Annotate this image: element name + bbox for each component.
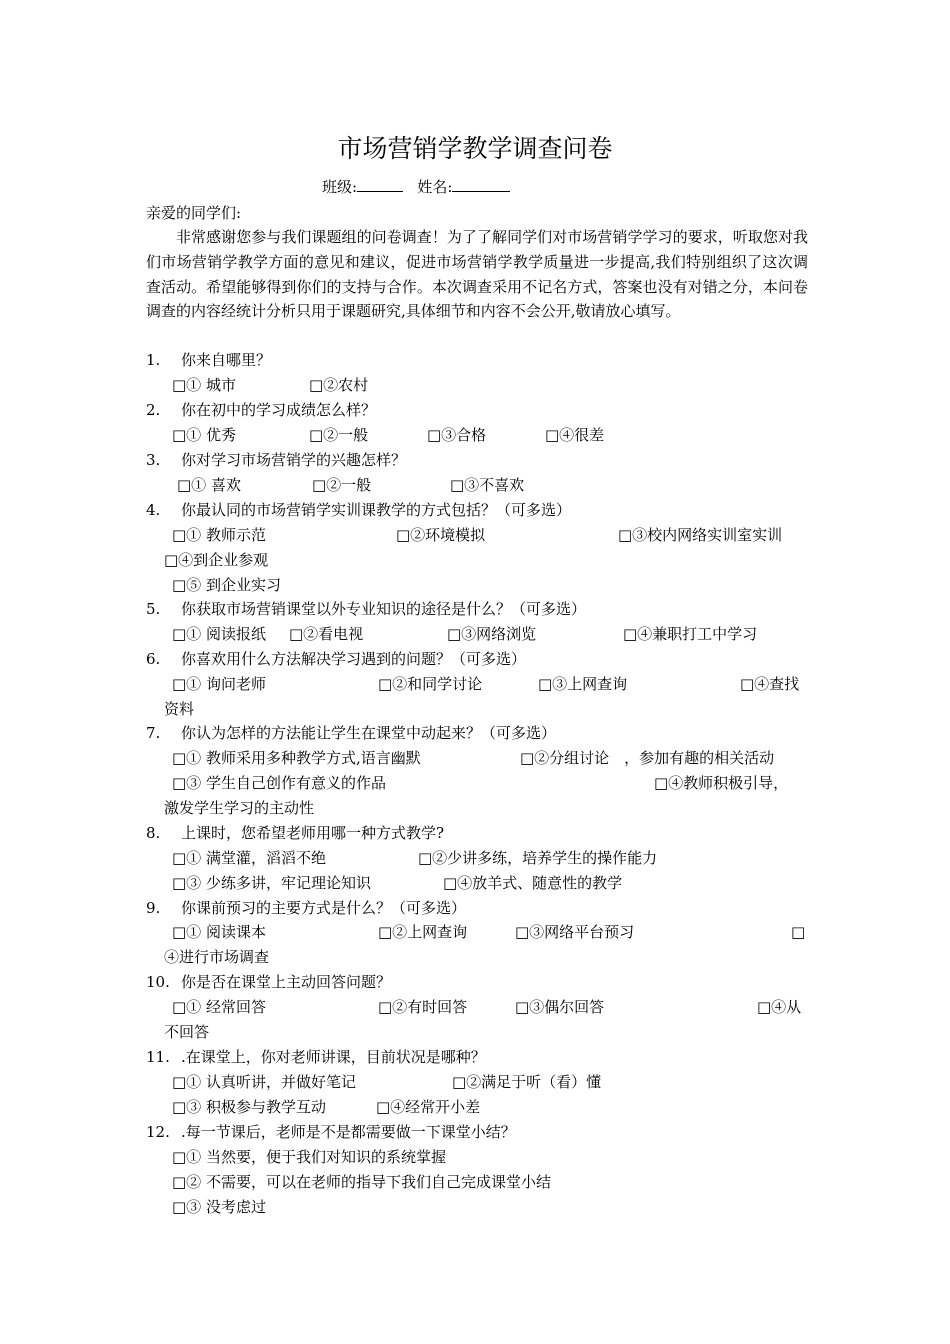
question-text: 你认为怎样的方法能让学生在课堂中动起来？（可多选） xyxy=(181,724,557,742)
question-3 xyxy=(146,449,406,471)
question-number: 7. xyxy=(146,724,161,742)
option-q4-3[interactable]: □③校内网络实训室实训 xyxy=(618,526,783,544)
option-q1-2[interactable]: □②农村 xyxy=(309,376,369,394)
option-q2-1[interactable]: □① 优秀 xyxy=(172,426,236,444)
question-text: 你课前预习的主要方式是什么？（可多选） xyxy=(181,899,467,917)
option-q10-4-cont: 不回答 xyxy=(164,1023,210,1041)
option-q12-1[interactable]: □① 当然要，便于我们对知识的系统掌握 xyxy=(172,1148,446,1166)
question-number: 3. xyxy=(146,451,161,469)
question-text: 你来自哪里？ xyxy=(181,351,272,369)
question-number: 4. xyxy=(146,501,161,519)
question-12 xyxy=(146,1121,516,1143)
question-number: 12. xyxy=(146,1123,170,1141)
class-name-line xyxy=(322,176,510,198)
question-number: 8. xyxy=(146,824,161,842)
option-q6-1[interactable]: □① 询问老师 xyxy=(172,675,266,693)
option-q7-3[interactable]: □③ 学生自己创作有意义的作品 xyxy=(172,774,386,792)
option-q12-3[interactable]: □③ 没考虑过 xyxy=(172,1198,266,1216)
question-7 xyxy=(146,722,556,744)
option-q6-4[interactable]: □④查找 xyxy=(740,675,800,693)
option-q9-3[interactable]: □③网络平台预习 xyxy=(515,923,635,941)
option-q9-4: ④进行市场调查 xyxy=(164,948,270,966)
name-blank xyxy=(452,177,510,192)
option-q2-3[interactable]: □③合格 xyxy=(427,426,487,444)
question-number: 11. xyxy=(146,1048,170,1066)
question-text: 你喜欢用什么方法解决学习遇到的问题？（可多选） xyxy=(181,650,527,668)
option-q3-1[interactable]: □① 喜欢 xyxy=(177,476,241,494)
question-text: 上课时，您希望老师用哪一种方式教学? xyxy=(181,824,445,842)
class-label: 班级: xyxy=(322,178,358,196)
option-q2-2[interactable]: □②一般 xyxy=(309,426,369,444)
option-q1-1[interactable]: □① 城市 xyxy=(172,376,236,394)
page-title: 市场营销学教学调查问卷 xyxy=(337,134,613,163)
question-text: 你对学习市场营销学的兴趣怎样？ xyxy=(181,451,407,469)
question-text: 你在初中的学习成绩怎么样？ xyxy=(181,401,377,419)
question-text: .每一节课后，老师是不是都需要做一下课堂小结？ xyxy=(181,1123,516,1141)
option-q3-3[interactable]: □③不喜欢 xyxy=(450,476,525,494)
option-q7-4[interactable]: □④教师积极引导， xyxy=(654,774,789,792)
option-q7-1[interactable]: □① 教师采用多种教学方式,语言幽默 xyxy=(172,749,421,767)
question-number: 10. xyxy=(146,973,170,991)
option-q7-2[interactable]: □②分组讨论 ，参加有趣的相关活动 xyxy=(520,749,775,767)
class-blank xyxy=(357,177,403,192)
option-q6-4-cont: 资料 xyxy=(164,700,195,718)
option-q8-1[interactable]: □① 满堂灌，滔滔不绝 xyxy=(172,849,326,867)
option-q4-1[interactable]: □① 教师示范 xyxy=(172,526,266,544)
option-q4-2[interactable]: □②环境模拟 xyxy=(396,526,486,544)
option-q11-1[interactable]: □① 认真听讲，并做好笔记 xyxy=(172,1073,356,1091)
question-text: .在课堂上，你对老师讲课，目前状况是哪种？ xyxy=(181,1048,486,1066)
option-q8-4[interactable]: □④放羊式、随意性的教学 xyxy=(443,874,623,892)
option-q8-2[interactable]: □②少讲多练，培养学生的操作能力 xyxy=(418,849,658,867)
option-q6-2[interactable]: □②和同学讨论 xyxy=(378,675,483,693)
option-q2-4[interactable]: □④很差 xyxy=(545,426,605,444)
option-q4-4[interactable]: □④到企业参观 xyxy=(164,551,269,569)
question-text: 你是否在课堂上主动回答问题？ xyxy=(181,973,392,991)
option-q6-3[interactable]: □③上网查询 xyxy=(538,675,628,693)
question-4 xyxy=(146,499,571,521)
question-9 xyxy=(146,897,466,919)
option-q11-2[interactable]: □②满足于听（看）懂 xyxy=(452,1073,602,1091)
question-1 xyxy=(146,349,271,371)
question-number: 2. xyxy=(146,401,161,419)
question-6 xyxy=(146,648,526,670)
name-label: 姓名: xyxy=(417,178,453,196)
option-q10-1[interactable]: □① 经常回答 xyxy=(172,998,266,1016)
question-11 xyxy=(146,1046,486,1068)
option-q10-3[interactable]: □③偶尔回答 xyxy=(515,998,605,1016)
option-q11-3[interactable]: □③ 积极参与教学互动 xyxy=(172,1098,326,1116)
intro-paragraph: 非常感谢您参与我们课题组的问卷调查！为了了解同学们对市场营销学学习的要求，听取您对我们市场营销学教学方面的意见和建议，促进市场营销学教学质量进一步提高,我们特别组织了这次调查活动。希望能够得到你们的支持与合作。本次调查采用不记名方式，答案也没有对错之分，本问卷调查的内容经统计分析只用于课题研究,具体细节和内容不会公开,敬请放心填写。 xyxy=(146,228,808,321)
option-q8-3[interactable]: □③ 少练多讲，牢记理论知识 xyxy=(172,874,371,892)
question-number: 1. xyxy=(146,351,161,369)
option-q3-2[interactable]: □②一般 xyxy=(312,476,372,494)
question-text: 你最认同的市场营销学实训课教学的方式包括？（可多选） xyxy=(181,501,572,519)
option-q11-4[interactable]: □④经常开小差 xyxy=(376,1098,481,1116)
option-q9-4-box[interactable]: □ xyxy=(791,923,806,941)
option-q9-1[interactable]: □① 阅读课本 xyxy=(172,923,266,941)
question-2 xyxy=(146,399,376,421)
question-8 xyxy=(146,822,444,844)
option-q5-1[interactable]: □① 阅读报纸 xyxy=(172,625,266,643)
option-q10-2[interactable]: □②有时回答 xyxy=(378,998,468,1016)
question-number: 6. xyxy=(146,650,161,668)
question-number: 9. xyxy=(146,899,161,917)
option-q5-3[interactable]: □③网络浏览 xyxy=(447,625,537,643)
option-q7-4-cont: 激发学生学习的主动性 xyxy=(164,799,315,817)
question-text: 你获取市场营销课堂以外专业知识的途径是什么？（可多选） xyxy=(181,600,587,618)
option-q10-4[interactable]: □④从 xyxy=(757,998,802,1016)
question-number: 5. xyxy=(146,600,161,618)
option-q12-2[interactable]: □② 不需要，可以在老师的指导下我们自己完成课堂小结 xyxy=(172,1173,551,1191)
option-q4-5[interactable]: □⑤ 到企业实习 xyxy=(172,576,281,594)
question-5 xyxy=(146,598,586,620)
greeting: 亲爱的同学们: xyxy=(146,204,242,222)
option-q5-4[interactable]: □④兼职打工中学习 xyxy=(623,625,758,643)
option-q9-2[interactable]: □②上网查询 xyxy=(378,923,468,941)
question-10 xyxy=(146,971,391,993)
option-q5-2[interactable]: □②看电视 xyxy=(289,625,364,643)
